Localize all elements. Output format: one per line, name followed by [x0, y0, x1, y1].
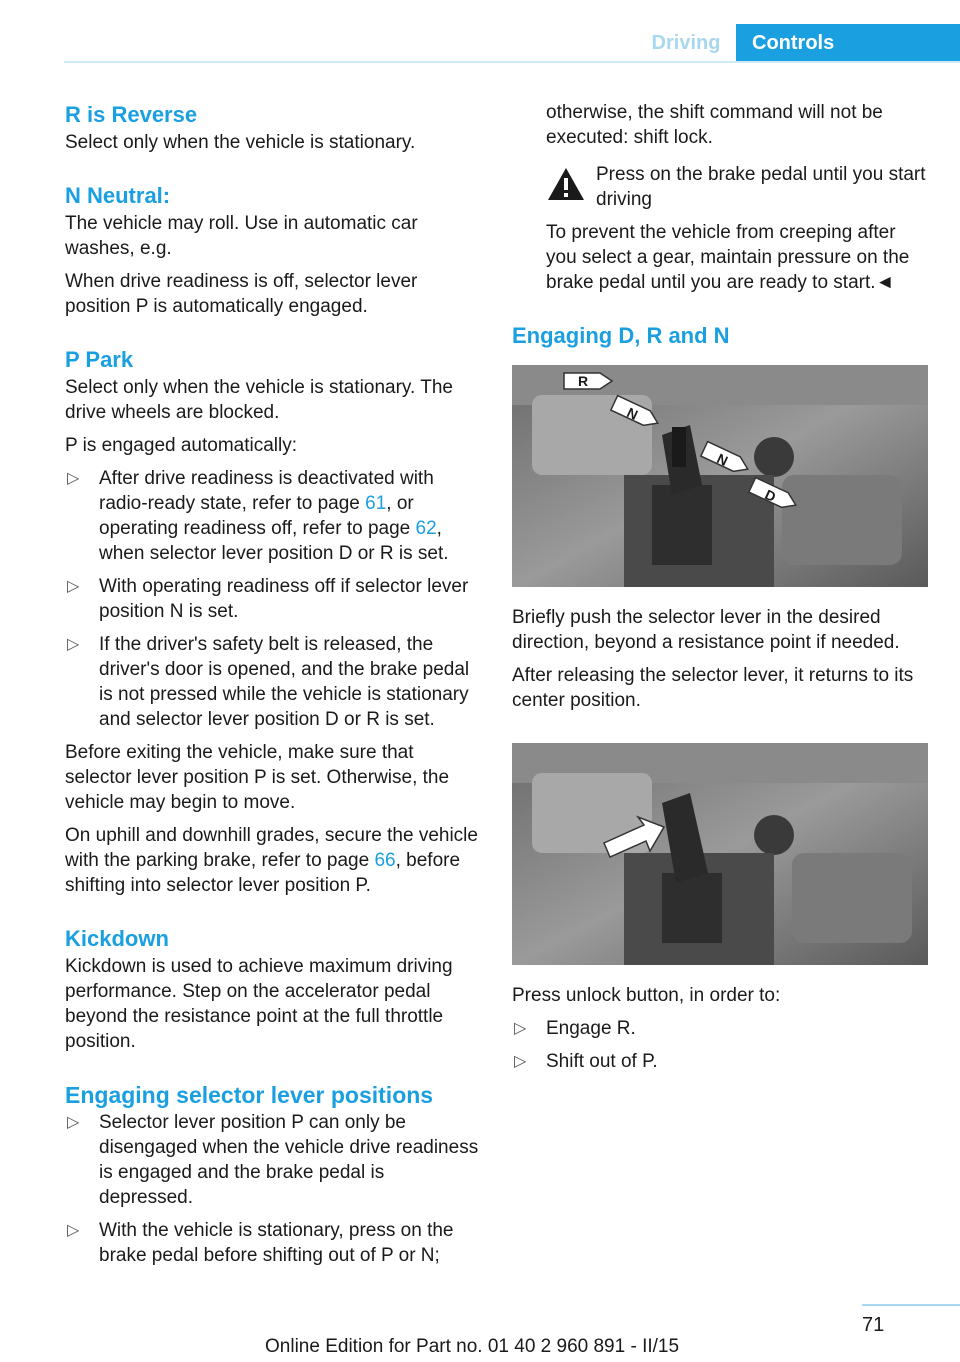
arrow-label-d: D	[762, 486, 779, 505]
triangle-bullet-icon: ▷	[67, 636, 80, 653]
engage-list	[65, 1110, 480, 1268]
page-link-61[interactable]: 61	[365, 493, 387, 514]
list-item: ▷ After drive readiness is deactivated with radio-ready state, refer to page 61, or operating readiness off, refer to page 62, when selector lever position D or R is set.	[67, 468, 449, 564]
warning-text: Press on the brake pedal until you start driving	[596, 164, 926, 210]
list-item: ▷ With operating readiness off if selector lever position N is set.	[67, 576, 469, 622]
footer-rule	[862, 1304, 960, 1306]
reverse-text: Select only when the vehicle is stationary.	[65, 132, 416, 153]
triangle-bullet-icon: ▷	[514, 1053, 527, 1070]
heading-reverse: R is Reverse	[65, 102, 198, 127]
park-auto-list	[65, 466, 480, 732]
chapter-tab-controls[interactable]: Controls	[736, 24, 960, 62]
list-item: ▷ Engage R.	[514, 1018, 636, 1039]
selector-lever-photo-arrows	[512, 365, 928, 587]
left-column	[65, 100, 480, 1276]
arrow-label-n2: N	[714, 450, 731, 469]
header-rule	[64, 61, 960, 63]
heading-neutral: N Neutral:	[65, 183, 171, 208]
warning-triangle-icon	[546, 166, 586, 202]
list-item: ▷ Selector lever position P can only be disengaged when the vehicle drive readiness is engaged and the brake pedal is depressed.	[67, 1112, 479, 1208]
triangle-bullet-icon: ▷	[67, 1114, 80, 1131]
push-text: Briefly push the selector lever in the desired direction, beyond a resistance point if needed.	[512, 607, 900, 653]
heading-engaging-drn: Engaging D, R and N	[512, 323, 730, 348]
triangle-bullet-icon: ▷	[67, 578, 80, 595]
continued-text: otherwise, the shift command will not be executed: shift lock.	[546, 102, 883, 148]
park-text-1: Select only when the vehicle is stationary. The drive wheels are blocked.	[65, 377, 453, 423]
triangle-bullet-icon: ▷	[67, 1222, 80, 1239]
warning-note	[512, 162, 930, 212]
right-column	[512, 100, 930, 1082]
page-link-66[interactable]: 66	[374, 850, 396, 871]
page-number: 71	[862, 1314, 885, 1336]
arrow-label-n1: N	[624, 404, 641, 423]
heading-engaging-positions: Engaging selector lever positions	[65, 1082, 434, 1108]
list-item: ▷ With the vehicle is stationary, press on the brake pedal before shifting out of P or N;	[67, 1220, 454, 1266]
release-text: After releasing the selector lever, it returns to its center position.	[512, 665, 914, 711]
page-link-62[interactable]: 62	[415, 518, 437, 539]
park-text-4: On uphill and downhill grades, secure the vehicle with the parking brake, refer to page 66, before shifting into selector lever position P.	[65, 825, 478, 896]
park-text-2: P is engaged automatically:	[65, 435, 298, 456]
heading-kickdown: Kickdown	[65, 926, 169, 951]
arrow-label-r: R	[578, 373, 589, 389]
park-text-3: Before exiting the vehicle, make sure that selector lever position P is set. Otherwise, the vehicle may begin to move.	[65, 742, 450, 813]
kickdown-text: Kickdown is used to achieve maximum driving performance. Step on the accelerator pedal beyond the resistance point at the full throttle position.	[65, 956, 453, 1052]
neutral-text-1: The vehicle may roll. Use in automatic car washes, e.g.	[65, 213, 418, 259]
list-item: ▷ If the driver's safety belt is released, the driver's door is opened, and the brake pedal is not pressed while the vehicle is stationary and selector lever position D or R is set.	[67, 634, 470, 730]
edition-footer: Online Edition for Part no. 01 40 2 960 891 - II/15	[265, 1336, 680, 1357]
selector-lever-photo-unlock	[512, 743, 928, 965]
prevent-text: To prevent the vehicle from creeping after you select a gear, maintain pressure on the brake pedal until you are ready to start.◄	[546, 222, 910, 293]
heading-park: P Park	[65, 347, 134, 372]
triangle-bullet-icon: ▷	[67, 470, 80, 487]
unlock-text: Press unlock button, in order to:	[512, 985, 781, 1006]
unlock-list	[512, 1016, 930, 1074]
list-item: ▷ Shift out of P.	[514, 1051, 658, 1072]
triangle-bullet-icon: ▷	[514, 1020, 527, 1037]
neutral-text-2: When drive readiness is off, selector lever position P is automatically engaged.	[65, 271, 418, 317]
section-tab-driving[interactable]: Driving	[651, 32, 721, 54]
